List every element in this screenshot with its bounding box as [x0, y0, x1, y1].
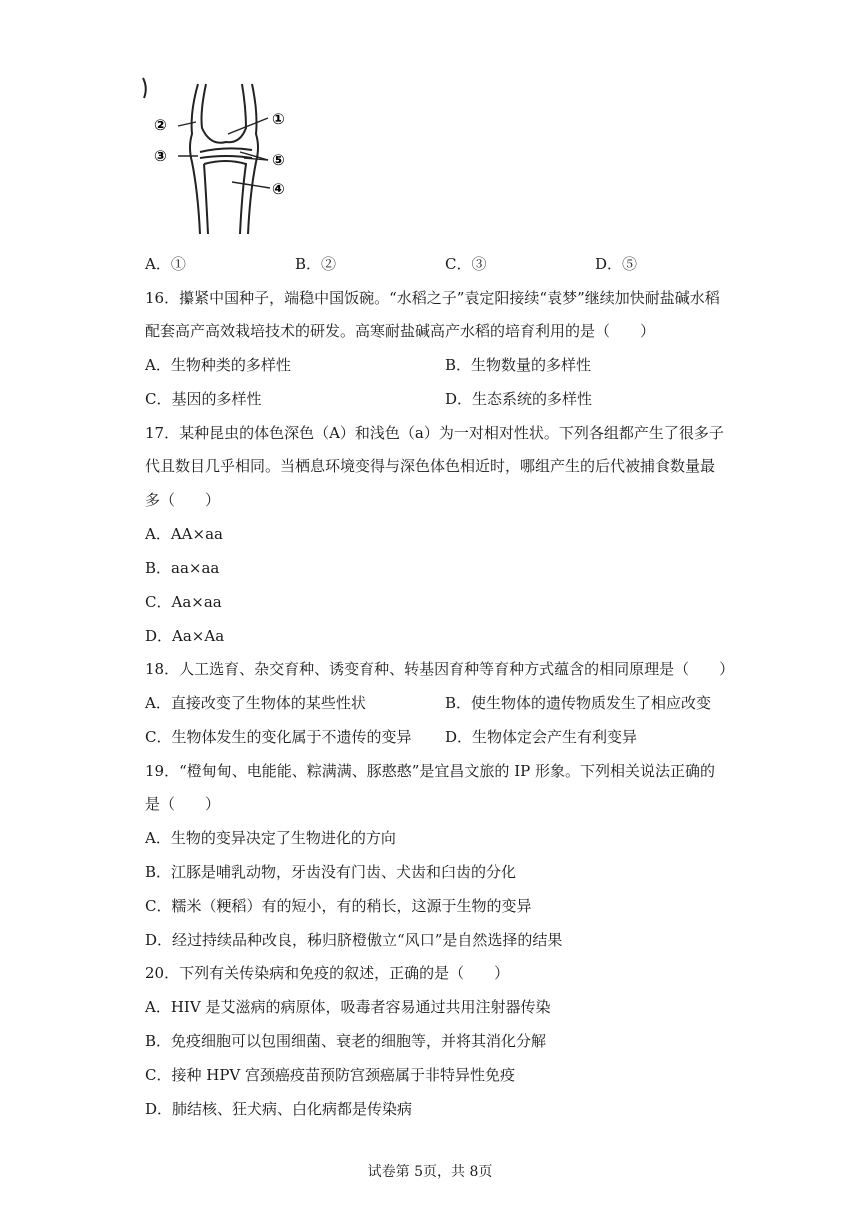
q19-stem-line-1: 19．“橙甸甸、电能能、粽满满、豚憨憨”是宜昌文旅的 IP 形象。下列相关说法正确的: [145, 762, 715, 780]
q20-option-d: D．肺结核、狂犬病、白化病都是传染病: [145, 1100, 413, 1118]
q16-option-c: C．基因的多样性: [145, 390, 262, 408]
q17-option-b: B．aa×aa: [145, 559, 220, 577]
q18-option-a: A．直接改变了生物体的某些性状: [145, 694, 366, 712]
q19-stem-line-2: 是（ ）: [145, 795, 221, 813]
q17-option-d: D．Aa×Aa: [145, 627, 225, 645]
q17-option-a: A．AA×aa: [145, 525, 223, 543]
joint-diagram: [140, 72, 315, 240]
q16-option-d: D．生态系统的多样性: [445, 390, 593, 408]
q18-option-d: D．生物体定会产生有利变异: [445, 728, 638, 746]
q18-option-b: B．使生物体的遗传物质发生了相应改变: [445, 694, 712, 712]
q19-option-b: B．江豚是哺乳动物，牙齿没有门齿、犬齿和臼齿的分化: [145, 863, 517, 881]
q16-option-b: B．生物数量的多样性: [445, 356, 592, 374]
q16-stem-line-1: 16．攥紧中国种子，端稳中国饭碗。“水稻之子”袁定阳接续“袁梦”继续加快耐盐碱水稻: [145, 289, 720, 307]
q19-option-a: A．生物的变异决定了生物进化的方向: [145, 829, 396, 847]
q15-option-b: B．②: [295, 255, 337, 273]
q17-stem-line-2: 代且数目几乎相同。当栖息环境变得与深色体色相近时，哪组产生的后代被捕食数量最: [145, 457, 716, 475]
diagram-bracket: [143, 78, 146, 98]
q18-stem-line-1: 18．人工选育、杂交育种、诱变育种、转基因育种等育种方式蕴含的相同原理是（ ）: [145, 660, 735, 678]
figure-label-4: ④: [272, 180, 285, 198]
figure-label-2: ②: [154, 116, 167, 134]
bone-shaft-left: [204, 164, 208, 234]
q19-option-d: D．经过持续品种改良，秭归脐橙傲立“风口”是自然选择的结果: [145, 931, 563, 949]
q20-option-c: C．接种 HPV 宫颈癌疫苗预防宫颈癌属于非特异性免疫: [145, 1066, 516, 1084]
q15-option-d: D．⑤: [595, 255, 638, 273]
figure-label-1: ①: [272, 110, 285, 128]
q17-stem-line-1: 17．某种昆虫的体色深色（A）和浅色（a）为一对相对性状。下列各组都产生了很多子: [145, 424, 724, 442]
bone-socket: [204, 161, 246, 234]
q16-option-a: A．生物种类的多样性: [145, 356, 291, 374]
q19-option-c: C．糯米（粳稻）有的短小，有的稍长，这源于生物的变异: [145, 897, 532, 915]
bone-head: [202, 84, 247, 143]
figure-label-3: ③: [154, 147, 167, 165]
q17-option-c: C．Aa×aa: [145, 593, 222, 611]
q16-stem-line-2: 配套高产高效栽培技术的研发。高寒耐盐碱高产水稻的培育利用的是（ ）: [145, 322, 656, 340]
q20-option-a: A．HIV 是艾滋病的病原体，吸毒者容易通过共用注射器传染: [145, 998, 551, 1016]
q20-option-b: B．免疫细胞可以包围细菌、衰老的细胞等，并将其消化分解: [145, 1032, 547, 1050]
q20-stem-line-1: 20．下列有关传染病和免疫的叙述，正确的是（ ）: [145, 964, 510, 982]
q17-stem-line-3: 多（ ）: [145, 491, 221, 509]
joint-capsule-left: [190, 84, 200, 234]
figure-label-5: ⑤: [272, 151, 285, 169]
q18-option-c: C．生物体发生的变化属于不遗传的变异: [145, 728, 412, 746]
page-footer: 试卷第 5页，共 8页: [367, 1164, 493, 1180]
articular-cartilage-top: [200, 148, 252, 152]
q15-option-a: A．①: [145, 255, 186, 273]
q15-option-c: C．③: [445, 255, 487, 273]
